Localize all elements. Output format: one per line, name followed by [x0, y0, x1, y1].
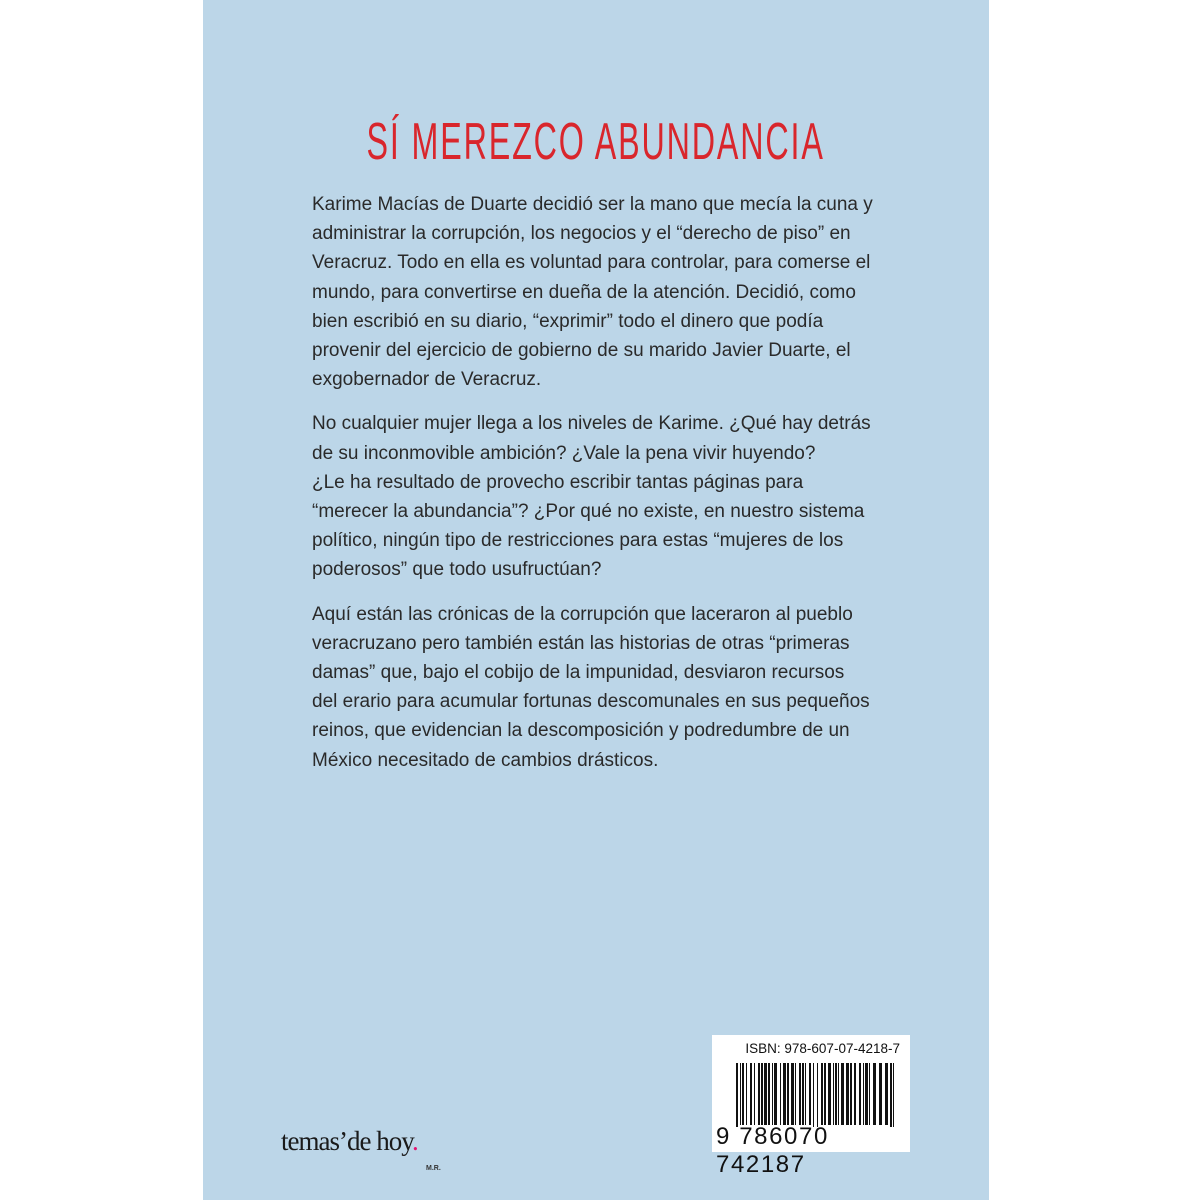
book-back-cover [203, 0, 989, 1200]
text-line: provenir del ejercicio de gobierno de su marido Javier Duarte, el [312, 340, 851, 362]
barcode-bar [736, 1063, 738, 1127]
barcode-bar [758, 1063, 760, 1125]
barcode-bar [791, 1063, 794, 1125]
text-line: ¿Le ha resultado de provecho escribir tantas páginas para [312, 471, 804, 493]
text-line: mundo, para convertirse en dueña de la atención. Decidió, como [312, 281, 856, 303]
logo-text-main: temas [281, 1126, 339, 1156]
barcode-bar [783, 1063, 786, 1125]
barcode-bar [841, 1063, 844, 1125]
barcode-bar [865, 1063, 868, 1125]
barcode [736, 1063, 896, 1127]
barcode-bar [780, 1063, 781, 1125]
registered-mark: M.R. [426, 1165, 441, 1172]
barcode-bar [890, 1063, 892, 1127]
text-line: administrar la corrupción, los negocios y el “derecho de piso” en [312, 223, 851, 245]
barcode-bar [817, 1063, 818, 1127]
text-line: de su inconmovible ambición? ¿Vale la pena vivir huyendo? [312, 442, 816, 464]
barcode-bar [787, 1063, 789, 1125]
barcode-bar [746, 1063, 747, 1125]
text-line: reinos, que evidencian la descomposición y podredumbre de un [312, 720, 850, 742]
barcode-bar [750, 1063, 752, 1125]
barcode-bar [813, 1063, 814, 1127]
barcode-bar [873, 1063, 876, 1125]
barcode-bar [768, 1063, 770, 1125]
paragraph [312, 409, 912, 584]
text-line: damas” que, bajo el cobijo de la impunidad, desviaron recursos [312, 662, 845, 684]
book-title: SÍ MEREZCO ABUNDANCIA [366, 113, 825, 171]
paragraph [312, 600, 912, 775]
text-line: Aquí están las crónicas de la corrupción que laceraron al pueblo [312, 603, 853, 625]
barcode-bar [742, 1063, 744, 1125]
barcode-bar [854, 1063, 856, 1125]
text-line: Karime Macías de Duarte decidió ser la mano que mecía la cuna y [312, 194, 873, 215]
barcode-bar [774, 1063, 777, 1125]
barcode-bar [879, 1063, 882, 1125]
barcode-bar [824, 1063, 826, 1125]
text-line: México necesitado de cambios drásticos. [312, 749, 659, 771]
text-line: bien escribió en su diario, “exprimir” todo el dinero que podía [312, 310, 824, 332]
barcode-bar [772, 1063, 773, 1125]
text-line: Veracruz. Todo en ella es voluntad para controlar, para comerse el [312, 252, 871, 274]
barcode-bar [859, 1063, 861, 1125]
barcode-bar [799, 1063, 801, 1125]
text-line: veracruzano pero también están las historias de otras “primeras [312, 632, 850, 654]
barcode-bar [846, 1063, 849, 1125]
publisher-logo: temas’de hoy. [281, 1126, 418, 1156]
text-line: “merecer la abundancia”? ¿Por qué no existe, en nuestro sistema [312, 501, 865, 523]
barcode-bar [833, 1063, 834, 1125]
text-line: político, ningún tipo de restricciones para estas “mujeres de los [312, 530, 844, 552]
barcode-bar [828, 1063, 831, 1125]
barcode-bar [850, 1063, 852, 1125]
barcode-bar [863, 1063, 864, 1125]
barcode-bar [821, 1063, 823, 1125]
barcode-bar [761, 1063, 763, 1125]
barcode-digits: 9 786070 742187 [716, 1123, 829, 1178]
barcode-bar [835, 1063, 837, 1125]
text-line: poderosos” que todo usufructúan? [312, 559, 602, 581]
barcode-bar [885, 1063, 888, 1125]
isbn-barcode-box [712, 1035, 910, 1178]
barcode-bar [795, 1063, 796, 1125]
barcode-bar [802, 1063, 804, 1125]
isbn-label: ISBN: 978-607-07-4218-7 [745, 1041, 900, 1056]
barcode-bar [893, 1063, 894, 1127]
barcode-bar [740, 1063, 741, 1125]
text-line: exgobernador de Veracruz. [312, 369, 542, 391]
barcode-bar [869, 1063, 870, 1125]
barcode-bar [805, 1063, 806, 1125]
barcode-bar [809, 1063, 811, 1125]
barcode-bar [838, 1063, 839, 1125]
text-line: No cualquier mujer llega a los niveles de Karime. ¿Qué hay detrás [312, 413, 871, 435]
barcode-bar [764, 1063, 767, 1125]
synopsis [312, 190, 912, 790]
logo-text-rest: de hoy [346, 1126, 412, 1156]
barcode-bar [754, 1063, 755, 1125]
paragraph [312, 190, 912, 394]
text-line: del erario para acumular fortunas descomunales en sus pequeños [312, 691, 870, 713]
